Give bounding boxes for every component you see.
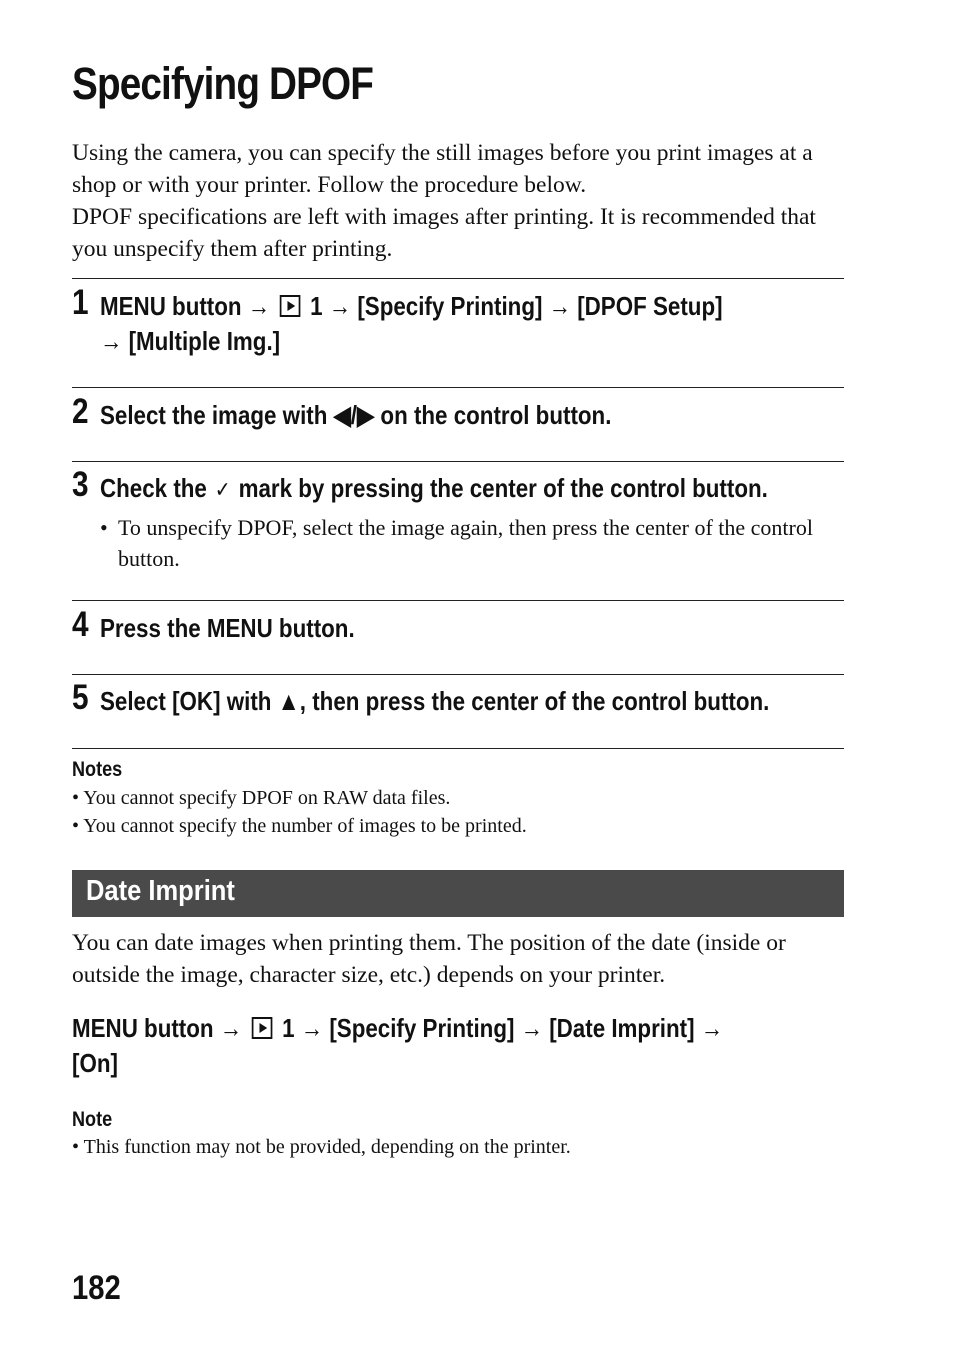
bullet-glyph: • xyxy=(72,1136,80,1158)
bullet-glyph: • xyxy=(72,815,80,837)
bullet-glyph: • xyxy=(72,787,80,809)
step-2 xyxy=(72,394,844,454)
section-header xyxy=(72,870,844,917)
divider xyxy=(72,600,844,601)
step-text: Press the MENU button. xyxy=(100,613,355,643)
note-text: You cannot specify the number of images to be printed. xyxy=(83,815,527,837)
divider xyxy=(72,387,844,388)
step-bullet xyxy=(100,512,830,574)
menu-path xyxy=(72,1011,846,1081)
step-text-part: → [Multiple Img.] xyxy=(100,326,281,356)
section-body: You can date images when printing them. The position of the date (inside or outside the image, character size, etc.) depends on your printer. xyxy=(72,930,786,988)
step-3 xyxy=(72,467,844,597)
note-heading: Note xyxy=(72,1108,113,1131)
step-5 xyxy=(72,680,844,740)
intro-text xyxy=(72,137,844,265)
step-text xyxy=(100,471,788,507)
bullet-glyph: • xyxy=(100,515,108,540)
divider xyxy=(72,674,844,675)
page-number: 182 xyxy=(72,1269,121,1307)
note-item xyxy=(72,1133,571,1161)
section-title: Date Imprint xyxy=(86,875,235,907)
step-number: 4 xyxy=(72,605,89,644)
menu-path-part: 1 → [Specify Printing] → [Date Imprint] → xyxy=(282,1013,724,1043)
page-title: Specifying DPOF xyxy=(72,58,374,109)
step-text: Select the image with ◀/▶ on the control button. xyxy=(100,400,612,430)
step-number: 3 xyxy=(72,465,89,504)
notes-heading: Notes xyxy=(72,758,123,781)
note-text: This function may not be provided, depending on the printer. xyxy=(83,1136,571,1158)
step-text-part: mark by pressing the center of the control button. xyxy=(238,473,768,503)
step-1 xyxy=(72,285,844,385)
note-item xyxy=(72,784,450,812)
menu-path-part: [On] xyxy=(72,1048,118,1078)
menu-path-part: MENU button → xyxy=(72,1013,243,1043)
step-number: 5 xyxy=(72,678,89,717)
playback-icon xyxy=(280,295,301,317)
step-text-part: 1 → [Specify Printing] → [DPOF Setup] xyxy=(310,291,723,321)
divider xyxy=(72,748,844,749)
playback-icon xyxy=(252,1017,273,1039)
step-number: 2 xyxy=(72,392,89,431)
note-item xyxy=(72,812,527,840)
step-text: Select [OK] with ▲, then press the center of the control button. xyxy=(100,686,770,716)
intro-paragraph-2: DPOF specifications are left with images after printing. It is recommended that you unspecify them after printing. xyxy=(72,204,816,262)
intro-paragraph-1: Using the camera, you can specify the still images before you print images at a shop or with your printer. Follow the procedure below. xyxy=(72,140,813,198)
step-number: 1 xyxy=(72,283,89,322)
step-text xyxy=(100,289,788,359)
divider xyxy=(72,461,844,462)
divider xyxy=(72,278,844,279)
step-text-part: MENU button → xyxy=(100,291,271,321)
step-4 xyxy=(72,607,844,667)
note-text: You cannot specify DPOF on RAW data files. xyxy=(83,787,451,809)
step-text-part: Check the xyxy=(100,473,207,503)
bullet-text: To unspecify DPOF, select the image again, then press the center of the control button. xyxy=(118,515,813,571)
check-mark-icon: ✓ xyxy=(214,477,231,502)
